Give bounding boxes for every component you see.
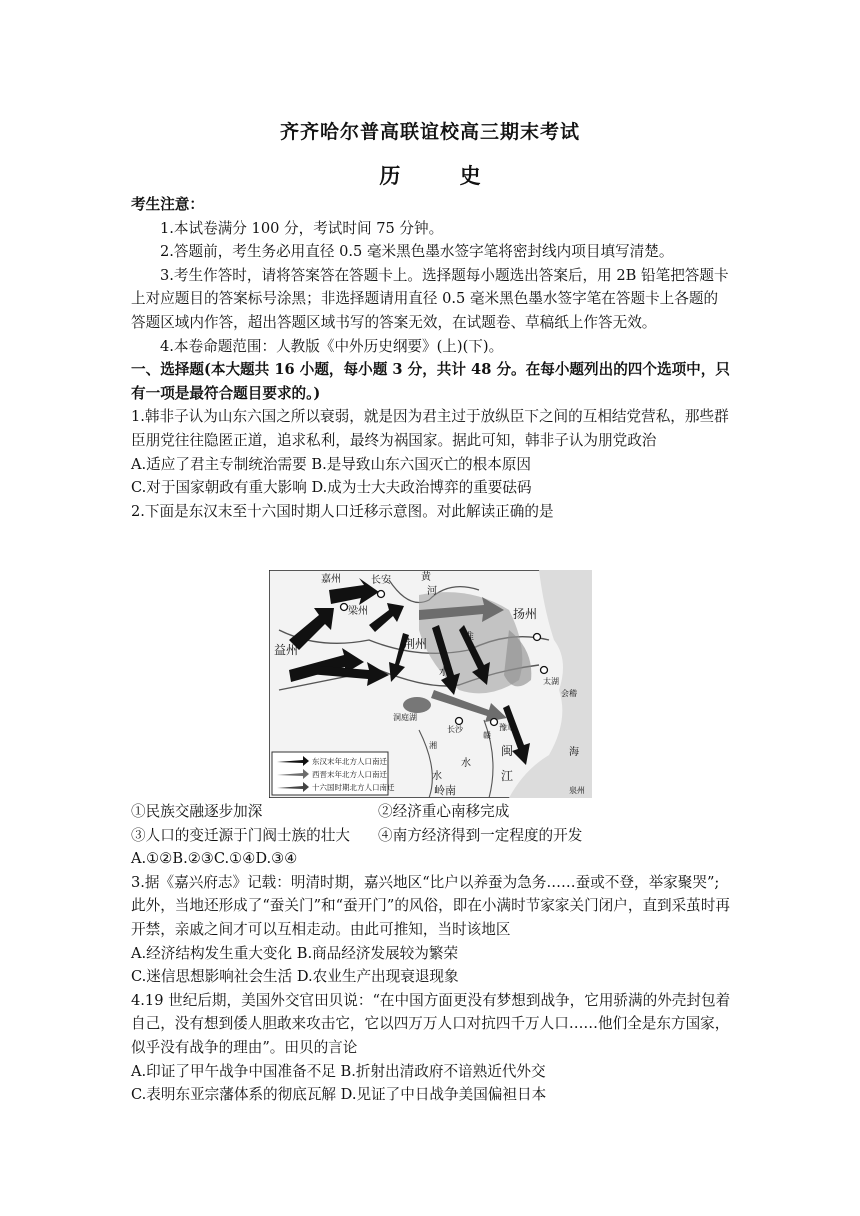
notice-block (131, 193, 731, 523)
question-1-options-cd: C.对于国家朝政有重大影响 D.成为士大夫政治博弈的重要砝码 (131, 479, 532, 497)
question-2-opt: ①民族交融逐步加深 (131, 803, 263, 820)
question-2-opt: ③人口的变迁源于门阀士族的壮大 (131, 826, 350, 844)
map-label: 闽 (501, 744, 514, 758)
map-label: 海 (569, 747, 579, 758)
map-label: 水 (439, 667, 449, 678)
question-2-opt: ②经济重心南移完成 (378, 803, 510, 820)
map-label: 江 (501, 769, 514, 783)
section-heading: 一、选择题(本大题共 16 小题，每小题 3 分，共计 48 分。在每小题列出的四个选项中，只有一项是最符合题目要求的。) (131, 361, 730, 402)
notice-item: 3.考生作答时，请将答案答在答题卡上。选择题每小题选出答案后，用 2B 铅笔把答题卡上对应题目的答案标号涂黑；非选择题请用直径 0.5 毫米黑色墨水签字笔在答题卡上各题的答题区域内作答，超出答题区域书写的答案无效，在试题卷、草稿纸上作答无效。 (131, 266, 729, 331)
map-label: 豫章 (499, 723, 515, 732)
map-label: 长安 (371, 575, 391, 586)
map-label: 水 (461, 758, 471, 769)
map-label: 嘉州 (321, 574, 341, 585)
question-2-stem: 2.下面是东汉末至十六国时期人口迁移示意图。对此解读正确的是 (131, 502, 554, 520)
migration-map (269, 570, 592, 798)
question-2-opt: ④南方经济得到一定程度的开发 (378, 826, 583, 844)
map-label: 益州 (274, 643, 299, 657)
map-label: 淮 (464, 632, 474, 643)
map-label: 黄 (421, 572, 431, 583)
question-2-options-row (131, 824, 731, 848)
legend-entry: 东汉末年北方人口南迁 (312, 757, 387, 766)
question-block (131, 800, 731, 1107)
notice-item: 4.本卷命题范围：人教版《中外历史纲要》(上)(下)。 (160, 337, 504, 355)
question-1-options-ab: A.适应了君主专制统治需要 B.是导致山东六国灭亡的根本原因 (131, 455, 532, 473)
exam-title: 齐齐哈尔普高联谊校高三期末考试 (279, 121, 580, 143)
map-label: 赣 (483, 731, 491, 740)
map-label: 长沙 (447, 725, 463, 734)
map-legend (272, 752, 395, 795)
map-label: 太湖 (543, 677, 559, 686)
question-4-stem: 4.19 世纪后期，美国外交官田贝说：“在中国方面更没有梦想到战争，它用骄满的外壳封包着自己，没有想到倭人胆敢来攻击它，它以四万万人口对抗四千万人口……他们全是东方国家，似乎没有战争的理由”。田贝的言论 (131, 991, 731, 1056)
notice-heading: 考生注意： (131, 196, 204, 213)
map-label: 洞庭湖 (393, 713, 417, 722)
map-label: 岭南 (434, 784, 456, 797)
question-4-options-cd: C.表明东亚宗藩体系的彻底瓦解 D.见证了中日战争美国偏袒日本 (131, 1086, 547, 1104)
question-3-options-ab: A.经济结构发生重大变化 B.商品经济发展较为繁荣 (131, 944, 459, 962)
subject-title: 历 史 (379, 163, 507, 188)
map-label: 泉州 (569, 786, 585, 795)
map-label: 水 (432, 771, 442, 782)
question-4-options-ab: A.印证了甲午战争中国准备不足 B.折射出清政府不谙熟近代外交 (131, 1062, 546, 1080)
question-2-answers: A.①②B.②③C.①④D.③④ (131, 850, 298, 868)
map-label: 梁州 (348, 606, 368, 617)
map-label: 会稽 (561, 689, 577, 698)
question-1-stem: 1.韩非子认为山东六国之所以衰弱，就是因为君主过于放纵臣下之间的互相结党营私，那些群臣朋党往往隐匿正道，追求私利，最终为祸国家。据此可知，韩非子认为朋党政治 (131, 408, 729, 449)
map-label: 荆州 (403, 637, 428, 651)
question-2-options-row (131, 800, 731, 824)
question-3-stem: 3.据《嘉兴府志》记载：明清时期，嘉兴地区“比户以养蚕为急务……蚕或不登，举家聚哭”;此外，当地还形成了“蚕关门”和“蚕开门”的风俗，即在小满时节家家关门闭户，直到采茧时再开禁，亲戚之间才可以互相走动。由此可推知，当时该地区 (131, 873, 731, 938)
notice-item: 1.本试卷满分 100 分，考试时间 75 分钟。 (160, 219, 444, 237)
question-3-options-cd: C.迷信思想影响社会生活 D.农业生产出现衰退现象 (131, 968, 459, 986)
legend-entry: 十六国时期北方人口南迁 (312, 783, 395, 792)
map-label: 湘 (429, 741, 437, 750)
map-label: 扬州 (513, 607, 538, 621)
legend-entry: 西晋末年北方人口南迁 (312, 770, 387, 779)
map-label: 河 (427, 586, 437, 597)
notice-item: 2.答题前，考生务必用直径 0.5 毫米黑色墨水签字笔将密封线内项目填写清楚。 (160, 243, 674, 261)
